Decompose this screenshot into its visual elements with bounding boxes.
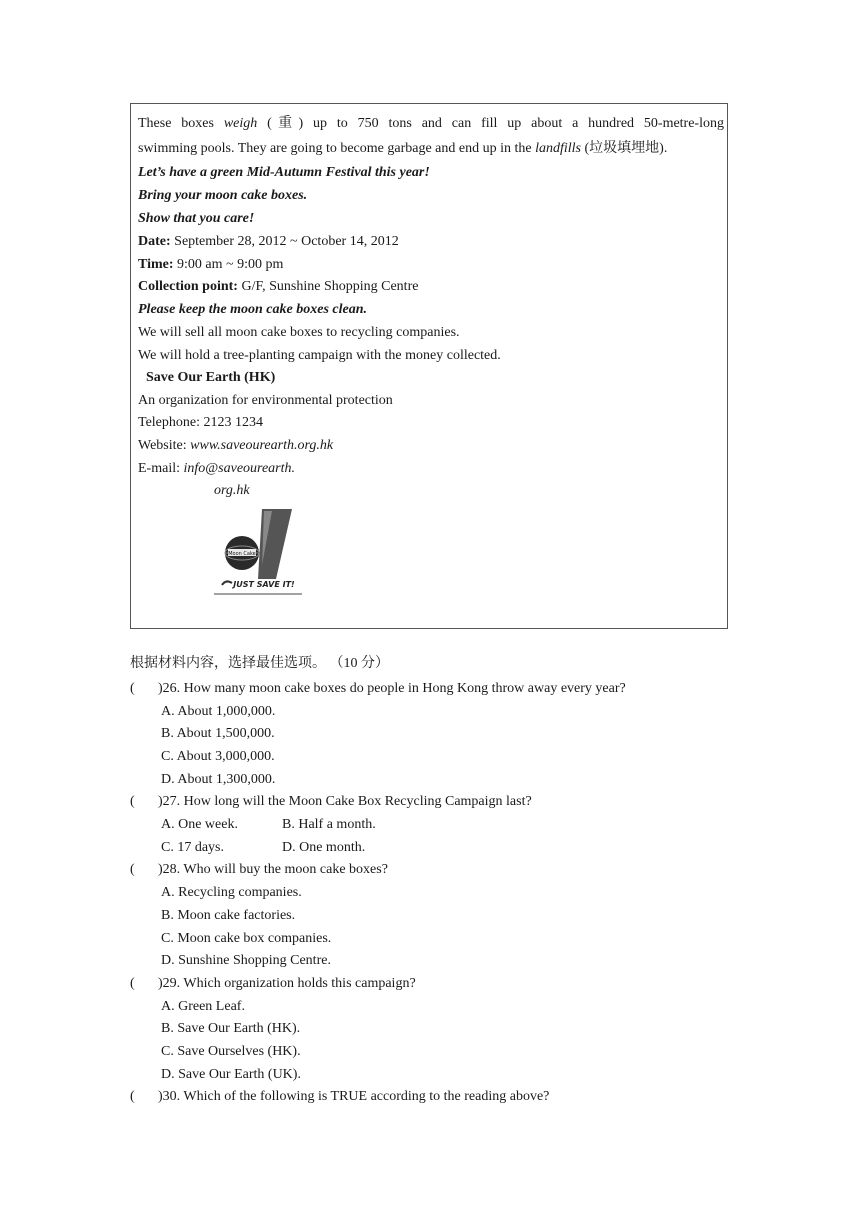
question-29: ( )29. Which organization holds this campaign? <box>130 976 416 991</box>
q26-option-a[interactable]: A. About 1,000,000. <box>161 704 276 719</box>
q29-option-c[interactable]: C. Save Ourselves (HK). <box>161 1044 301 1059</box>
date-line: Date: September 28, 2012 ~ October 14, 2012 <box>138 234 399 249</box>
tree-line: We will hold a tree-planting campaign with the money collected. <box>138 348 501 363</box>
slogan-1: Let’s have a green Mid-Autumn Festival this year! <box>138 165 430 180</box>
q29-option-b[interactable]: B. Save Our Earth (HK). <box>161 1021 301 1036</box>
q29-option-a[interactable]: A. Green Leaf. <box>161 999 245 1014</box>
question-28: ( )28. Who will buy the moon cake boxes? <box>130 862 388 877</box>
email-line-2: org.hk <box>214 483 250 498</box>
campaign-logo <box>212 505 308 597</box>
collection-line: Collection point: G/F, Sunshine Shopping Centre <box>138 279 419 294</box>
q28-option-a[interactable]: A. Recycling companies. <box>161 885 302 900</box>
keep-clean: Please keep the moon cake boxes clean. <box>138 302 368 317</box>
email-line: E-mail: info@saveourearth. <box>138 461 296 476</box>
q27-option-c[interactable]: C. 17 days. <box>161 840 224 855</box>
passage-line-2: swimming pools. They are going to become garbage and end up in the landfills (垃圾填埋地). <box>138 141 668 156</box>
question-30: ( )30. Which of the following is TRUE according to the reading above? <box>130 1089 550 1104</box>
org-name: Save Our Earth (HK) <box>146 370 276 385</box>
slogan-2: Bring your moon cake boxes. <box>138 188 308 203</box>
q28-option-c[interactable]: C. Moon cake box companies. <box>161 931 332 946</box>
telephone: Telephone: 2123 1234 <box>138 415 263 430</box>
logo-text-top: Moon Cake <box>228 551 256 557</box>
time-line: Time: 9:00 am ~ 9:00 pm <box>138 257 284 272</box>
question-26: ( )26. How many moon cake boxes do people in Hong Kong throw away every year? <box>130 681 626 696</box>
q26-option-d[interactable]: D. About 1,300,000. <box>161 772 276 787</box>
sell-line: We will sell all moon cake boxes to recycling companies. <box>138 325 460 340</box>
instructions: 根据材料内容，选择最佳选项。 （10 分） <box>130 656 389 671</box>
q26-option-c[interactable]: C. About 3,000,000. <box>161 749 275 764</box>
q29-option-d[interactable]: D. Save Our Earth (UK). <box>161 1067 301 1082</box>
q28-option-b[interactable]: B. Moon cake factories. <box>161 908 296 923</box>
q27-option-a[interactable]: A. One week. <box>161 817 238 832</box>
q26-option-b[interactable]: B. About 1,500,000. <box>161 726 275 741</box>
org-desc: An organization for environmental protection <box>138 393 393 408</box>
q27-option-b[interactable]: B. Half a month. <box>282 817 376 832</box>
q28-option-d[interactable]: D. Sunshine Shopping Centre. <box>161 953 331 968</box>
passage-line-1: These boxes weigh (重) up to 750 tons and can fill up about a hundred 50-metre-long <box>138 116 724 131</box>
slogan-3: Show that you care! <box>138 211 255 226</box>
question-27: ( )27. How long will the Moon Cake Box Recycling Campaign last? <box>130 794 532 809</box>
q27-option-d[interactable]: D. One month. <box>282 840 366 855</box>
website-line: Website: www.saveourearth.org.hk <box>138 438 334 453</box>
logo-text-bottom: JUST SAVE IT! <box>233 580 295 589</box>
